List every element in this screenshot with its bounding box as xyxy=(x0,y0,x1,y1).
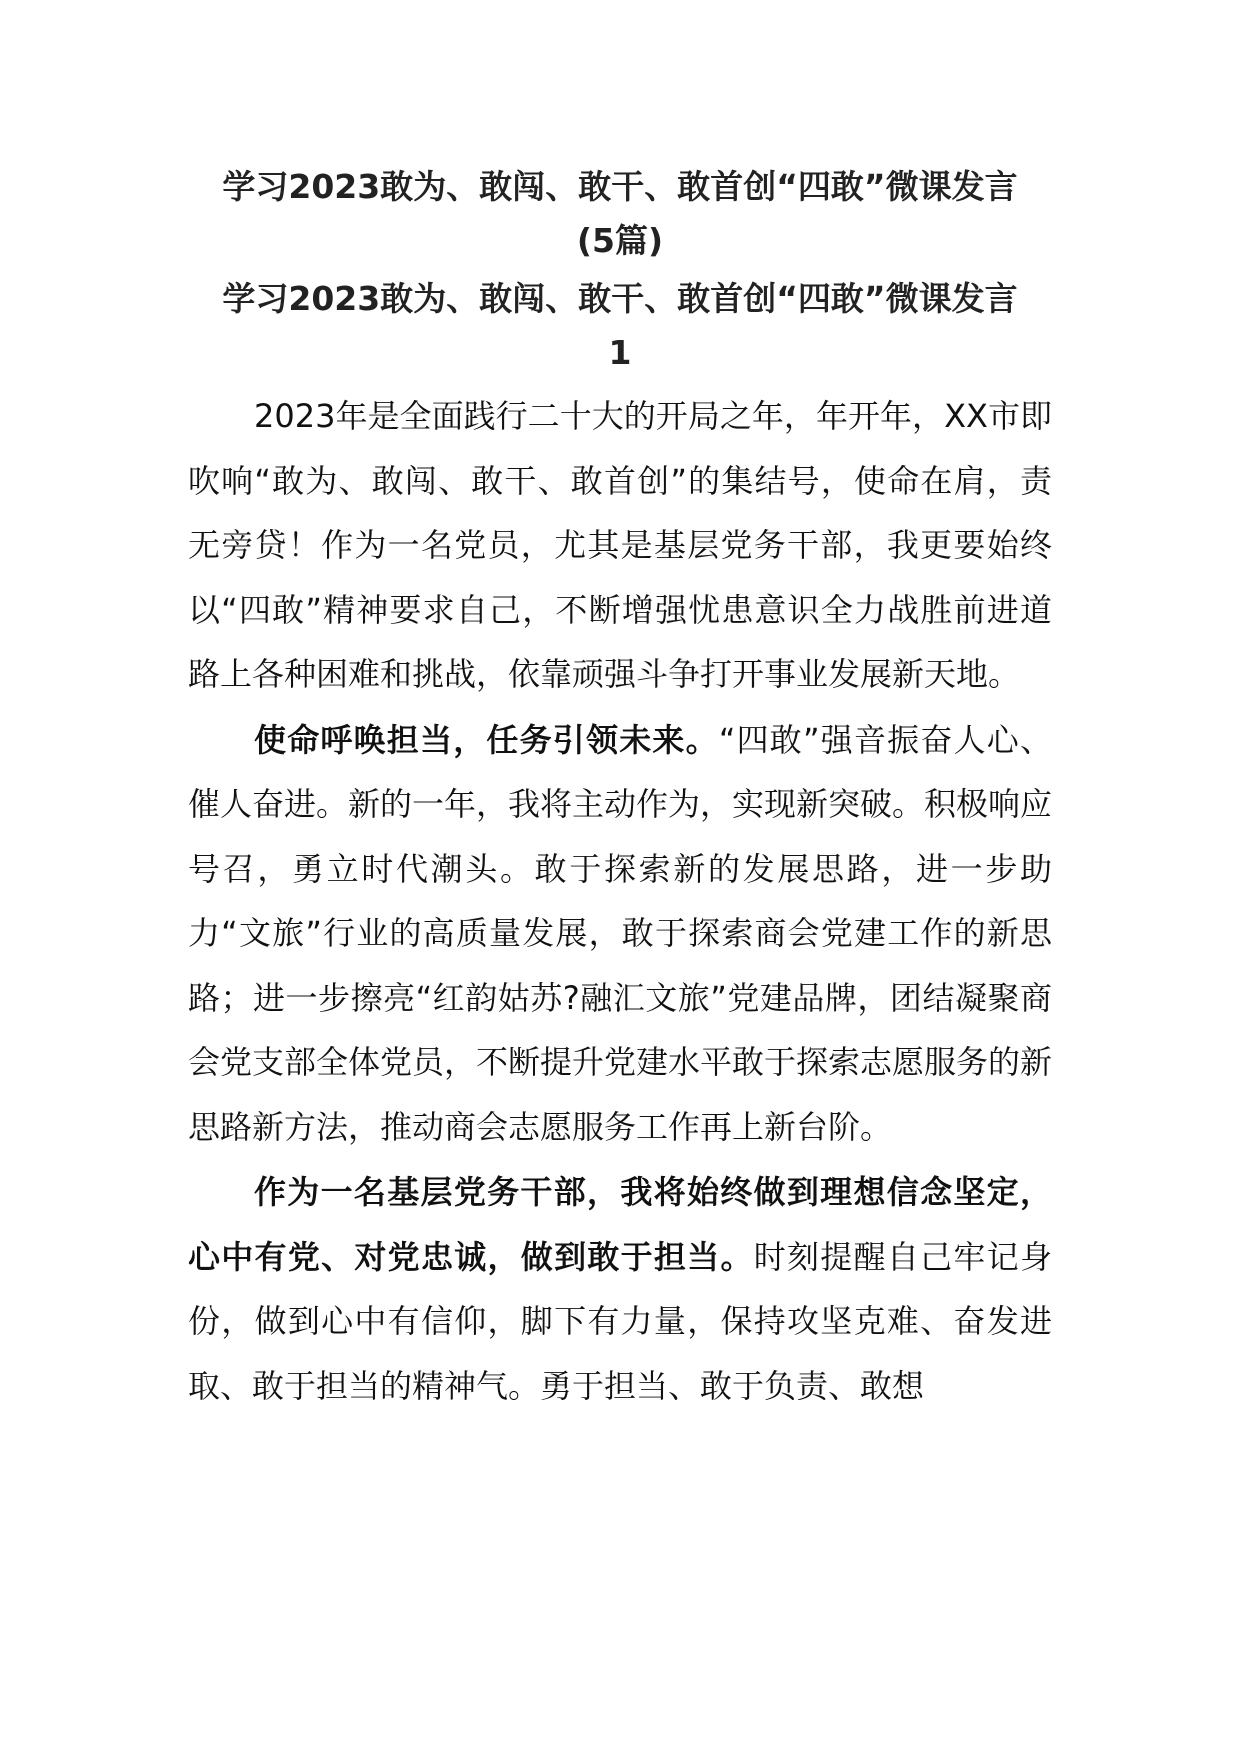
paragraph-3 xyxy=(188,1160,1052,1418)
paragraph-text: 2023年是全面践行二十大的开局之年，年开年，XX市即吹响“敢为、敢闯、敢干、敢首创”的集结号，使命在肩，责无旁贷！作为一名党员，尤其是基层党务干部，我更要始终以“四敢”精神要求自己，不断增强忧患意识全力战胜前进道路上各种困难和挑战，依靠顽强斗争打开事业发展新天地。 xyxy=(188,397,1052,693)
paragraph-2 xyxy=(188,708,1052,1160)
paragraph-lead: 使命呼唤担当，任务引领未来。 xyxy=(254,720,719,759)
sub-title-line-1: 学习2023敢为、敢闯、敢干、敢首创“四敢”微课发言 xyxy=(222,279,1018,318)
paragraph-1 xyxy=(188,384,1052,707)
sub-title xyxy=(188,272,1052,380)
main-title-line-1: 学习2023敢为、敢闯、敢干、敢首创“四敢”微课发言 xyxy=(222,167,1018,206)
main-title-line-2: (5篇) xyxy=(576,221,664,260)
sub-title-line-2: 1 xyxy=(608,333,632,372)
paragraph-lead: 作为一名基层党务干部，我将始终做到理想信念坚定，心中有党、对党忠诚，做到敢于担当。 xyxy=(188,1173,1052,1276)
main-title xyxy=(188,160,1052,268)
document-page xyxy=(188,160,1052,1418)
paragraph-text: “四敢”强音振奋人心、催人奋进。新的一年，我将主动作为，实现新突破。积极响应号召，勇立时代潮头。敢于探索新的发展思路，进一步助力“文旅”行业的高质量发展，敢于探索商会党建工作的新思路；进一步擦亮“红韵姑苏?融汇文旅”党建品牌，团结凝聚商会党支部全体党员，不断提升党建水平敢于探索志愿服务的新思路新方法，推动商会志愿服务工作再上新台阶。 xyxy=(188,720,1053,1146)
paragraph-text: 时刻提醒自己牢记身份，做到心中有信仰，脚下有力量，保持攻坚克难、奋发进取、敢于担当的精神气。勇于担当、敢于负责、敢想 xyxy=(188,1237,1052,1405)
document-body xyxy=(188,384,1052,1418)
